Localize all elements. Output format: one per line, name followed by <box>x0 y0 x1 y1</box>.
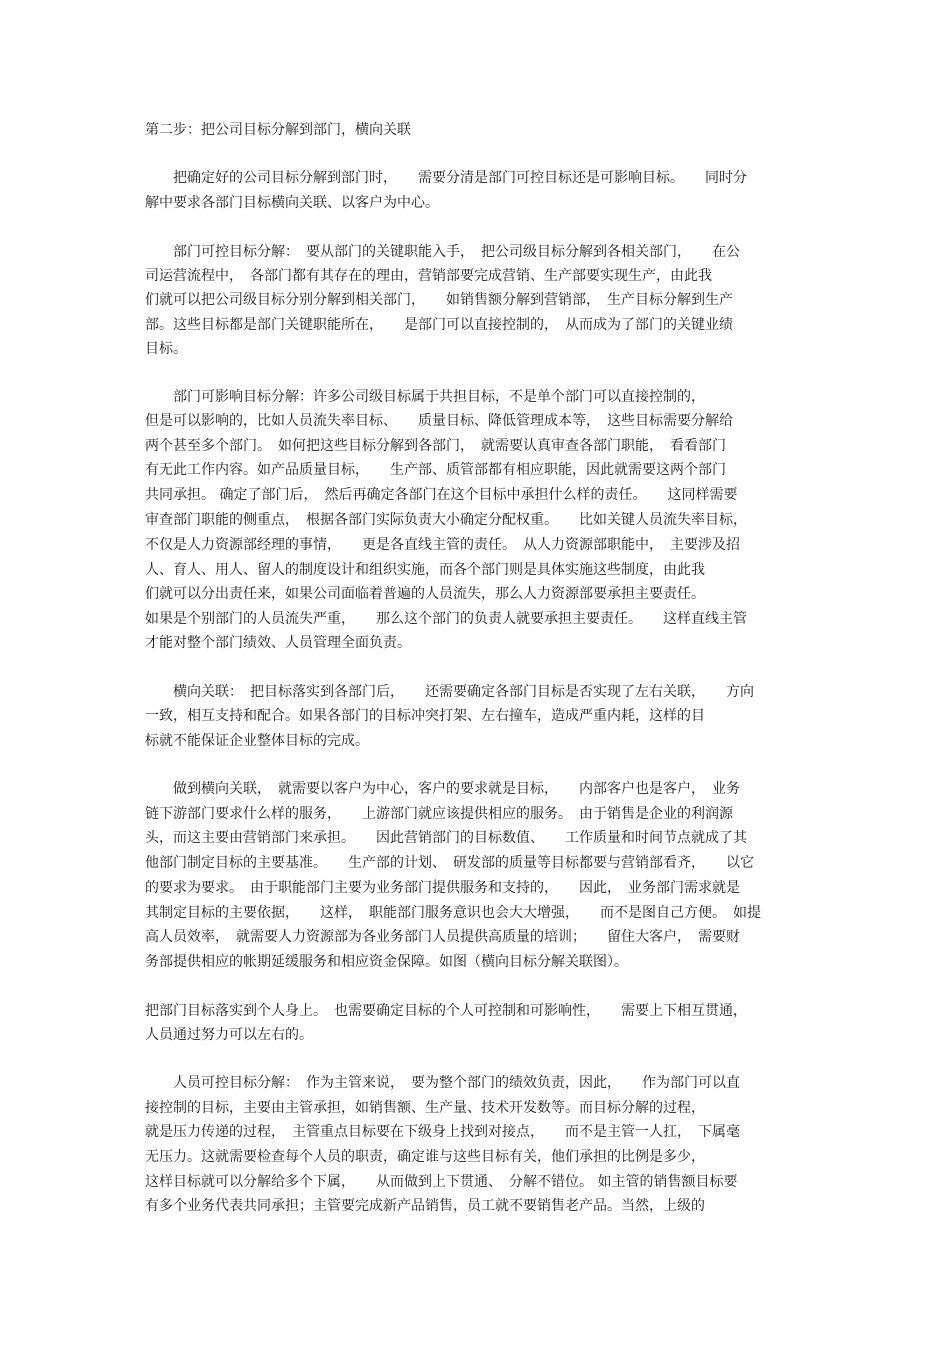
paragraph-line: 部。这些目标都是部门关键职能所在， 是部门可以直接控制的， 从而成为了部门的关键业绩 <box>145 317 733 333</box>
paragraph-line: 头，而这主要由营销部门来承担。 因此营销部门的目标数值、 工作质量和时间节点就成了其 <box>145 830 747 846</box>
paragraph-line: 链下游部门要求什么样的服务， 上游部门就应该提供相应的服务。 由于销售是企业的利润源 <box>145 806 733 822</box>
paragraph-line: 共同承担。 确定了部门后， 然后再确定各部门在这个目标中承担什么样的责任。 这同样需要 <box>145 487 738 503</box>
paragraph-line: 不仅是人力资源部经理的事情， 更是各直线主管的责任。 从人力资源部职能中， 主要涉及招 <box>145 537 740 553</box>
paragraph-line: 部门可控目标分解： 要从部门的关键职能入手， 把公司级目标分解到各相关部门， 在公 <box>145 244 740 260</box>
paragraph-line: 人员可控目标分解： 作为主管来说， 要为整个部门的绩效负责，因此， 作为部门可以直 <box>145 1075 740 1091</box>
section-heading: 第二步：把公司目标分解到部门，横向关联 <box>145 122 411 138</box>
paragraph-line: 的要求为要求。 由于职能部门主要为业务部门提供服务和支持的， 因此， 业务部门需求就是 <box>145 880 740 896</box>
paragraph-line: 司运营流程中， 各部门都有其存在的理由，营销部要完成营销、生产部要实现生产，由此我 <box>145 268 712 284</box>
paragraph-line: 有多个业务代表共同承担；主管要完成新产品销售，员工就不要销售老产品。当然，上级的 <box>145 1198 705 1214</box>
paragraph-line: 们就可以把公司级目标分别分解到相关部门， 如销售额分解到营销部， 生产目标分解到生产 <box>145 292 733 308</box>
paragraph-line: 有无此工作内容。如产品质量目标， 生产部、质管部都有相应职能，因此就需要这两个部门 <box>145 462 726 478</box>
paragraph-line: 解中要求各部门目标横向关联、以客户为中心。 <box>145 195 439 211</box>
paragraph-line: 审查部门职能的侧重点， 根据各部门实际负责大小确定分配权重。 比如关键人员流失率目标， <box>145 512 747 528</box>
paragraph-line: 人、育人、用人、留人的制度设计和组织实施，而各个部门则是具体实施这些制度，由此我 <box>145 562 705 578</box>
paragraph-line: 高人员效率， 就需要人力资源部为各业务部门人员提供高质量的培训； 留住大客户， 需要财 <box>145 929 740 945</box>
paragraph-line: 两个甚至多个部门。 如何把这些目标分解到各部门， 就需要认真审查各部门职能， 看看部门 <box>145 438 726 454</box>
paragraph-line: 部门可影响目标分解：许多公司级目标属于共担目标，不是单个部门可以直接控制的， <box>145 389 705 405</box>
paragraph-line: 才能对整个部门绩效、人员管理全面负责。 <box>145 635 411 651</box>
paragraph-line: 一致，相互支持和配合。如果各部门的目标冲突打架、左右撞车，造成严重内耗，这样的目 <box>145 708 705 724</box>
paragraph-line: 们就可以分出责任来，如果公司面临着普遍的人员流失，那么人力资源部要承担主要责任。 <box>145 586 705 602</box>
paragraph-line: 标就不能保证企业整体目标的完成。 <box>145 733 369 749</box>
paragraph-line: 务部提供相应的帐期延缓服务和相应资金保障。如图（横向目标分解关联图）。 <box>145 954 628 970</box>
paragraph-line: 把确定好的公司目标分解到部门时， 需要分清是部门可控目标还是可影响目标。 同时分 <box>145 170 747 186</box>
paragraph-line: 做到横向关联， 就需要以客户为中心，客户的要求就是目标， 内部客户也是客户， 业务 <box>145 781 740 797</box>
paragraph-line: 横向关联： 把目标落实到各部门后， 还需要确定各部门目标是否实现了左右关联， 方向 <box>145 684 754 700</box>
paragraph-line: 就是压力传递的过程， 主管重点目标要在下级身上找到对接点， 而不是主管一人扛， 下属毫 <box>145 1124 740 1140</box>
paragraph-line: 他部门制定目标的主要基准。 生产部的计划、 研发部的质量等目标都要与营销部看齐， 以它 <box>145 855 754 871</box>
paragraph-line: 这样目标就可以分解给多个下属， 从而做到上下贯通、 分解不错位。 如主管的销售额目标要 <box>145 1174 738 1190</box>
paragraph-line: 人员通过努力可以左右的。 <box>145 1027 313 1043</box>
paragraph-line: 其制定目标的主要依据， 这样， 职能部门服务意识也会大大增强， 而不是图自己方便。 如提 <box>145 905 761 921</box>
paragraph-line: 接控制的目标，主要由主管承担，如销售额、生产量、技术开发数等。而目标分解的过程， <box>145 1100 705 1116</box>
paragraph-line: 把部门目标落实到个人身上。 也需要确定目标的个人可控制和可影响性， 需要上下相互贯通， <box>145 1003 747 1019</box>
paragraph-line: 目标。 <box>145 341 187 357</box>
paragraph-line: 但是可以影响的，比如人员流失率目标、 质量目标、降低管理成本等， 这些目标需要分解给 <box>145 413 733 429</box>
paragraph-line: 无压力。这就需要检查每个人员的职责，确定谁与这些目标有关，他们承担的比例是多少， <box>145 1149 705 1165</box>
paragraph-line: 如果是个别部门的人员流失严重， 那么这个部门的负责人就要承担主要责任。 这样直线主管 <box>145 611 747 627</box>
